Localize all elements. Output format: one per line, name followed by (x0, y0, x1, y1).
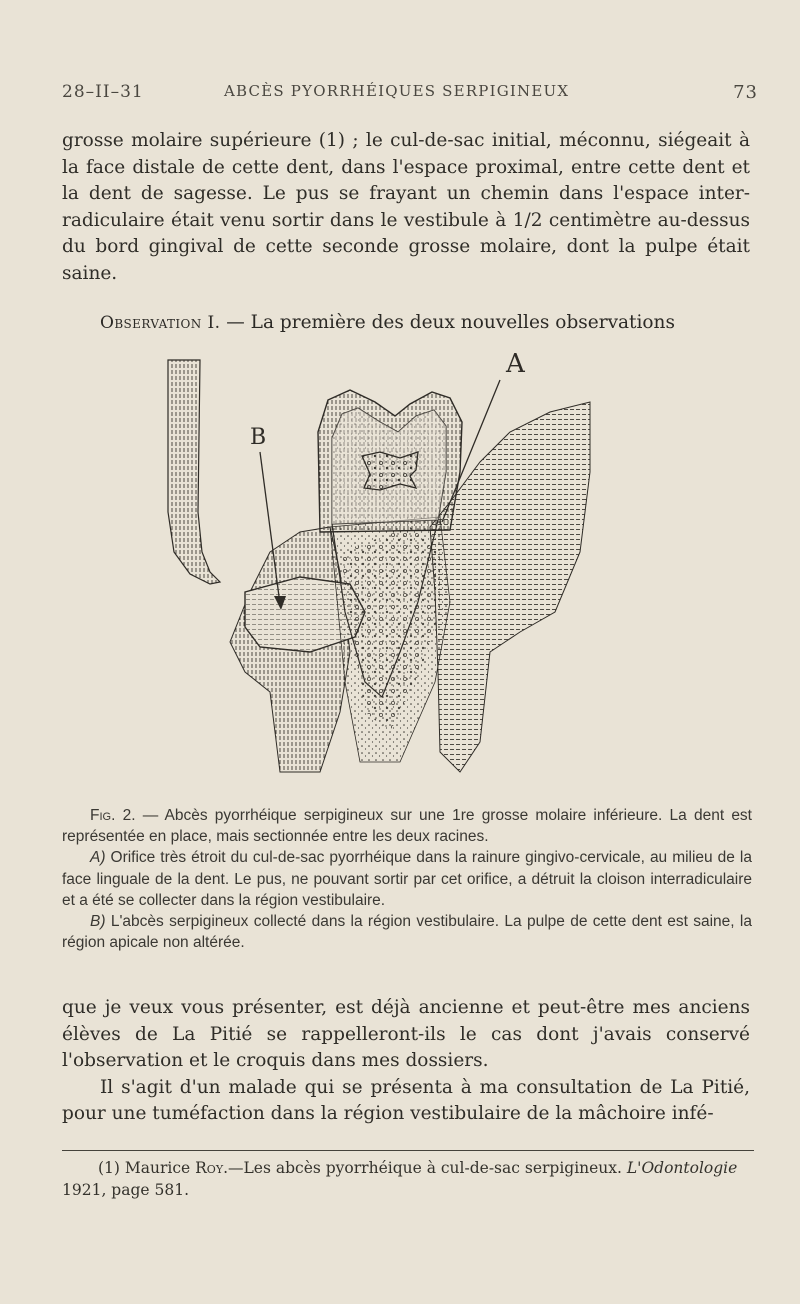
label-b: B (250, 425, 267, 450)
footnote-number: (1) Maurice (98, 1159, 196, 1177)
footnote-rule (62, 1150, 754, 1151)
caption-a-label: A) (90, 849, 106, 867)
caption-a-text: Orifice très étroit du cul-de-sac pyorrhéique dans la rainure gingivo-cervicale, au milieu de la face linguale de la dent. Le pus, ne pouvant sortir par cet orifice, a détruit la cloison interradiculaire et a été se collecter dans la région vestibulaire. (62, 849, 752, 909)
caption-b-label: B) (90, 913, 106, 931)
observation-label: Observation I. (100, 313, 221, 333)
caption-line1: — Abcès pyorrhéique serpigineux sur une 1re grosse molaire inférieure. La dent est représentée en place, mais sectionnée entre les deux racines. (62, 807, 752, 846)
figure-caption (62, 805, 752, 953)
footnote-body: .—Les abcès pyorrhéique à cul-de-sac serpigineux. (223, 1159, 627, 1177)
footnote-journal: L'Odontologie (626, 1159, 738, 1177)
paragraph-1-text: grosse molaire supérieure (1) ; le cul-de-sac initial, méconnu, siégeait à la face distale de cette dent, dans l'espace proximal, entre cette dent et la dent de sagesse. Le pus se frayant un chemin dans l'espace inter-radiculaire était venu sortir dans le vestibule à 1/2 centimètre au-dessus du bord gingival de cette seconde grosse molaire, dont la pulpe était saine. (62, 130, 750, 284)
pulp-chamber (362, 452, 418, 490)
observation-heading (100, 310, 675, 336)
caption-a (62, 847, 752, 911)
label-a: A (506, 352, 525, 379)
footnote-author: Roy (195, 1159, 224, 1177)
observation-text: — La première des deux nouvelles observations (220, 312, 675, 333)
header-date: 28–II–31 (62, 82, 144, 102)
paragraph-2-line2: Il s'agit d'un malade qui se présenta à ma consultation de La Pitié, pour une tuméfaction dans la région vestibulaire de la mâchoire infé- (62, 1076, 750, 1125)
paragraph-2-line1: que je veux vous présenter, est déjà ancienne et peut-être mes anciens élèves de La Pitié se rappelleront-ils le cas dont j'avais conservé l'observation et le croquis dans mes dossiers. (62, 997, 750, 1072)
left-gum-wall (168, 360, 220, 584)
caption-b-text: L'abcès serpigineux collecté dans la région vestibulaire. La pulpe de cette dent est saine, la région apicale non altérée. (62, 913, 752, 952)
footnote-rest: 1921, page 581. (62, 1181, 189, 1199)
tooth-figure (150, 352, 620, 792)
caption-fig-label: Fig. 2. (90, 807, 136, 824)
footnote-text (62, 1157, 762, 1201)
caption-main (62, 805, 752, 847)
paragraph-1 (62, 128, 750, 288)
footnote (62, 1157, 762, 1201)
header-title: ABCÈS PYORRHÉIQUES SERPIGINEUX (224, 82, 570, 100)
page-number: 73 (733, 82, 758, 103)
caption-b (62, 911, 752, 953)
paragraph-2 (62, 995, 750, 1128)
